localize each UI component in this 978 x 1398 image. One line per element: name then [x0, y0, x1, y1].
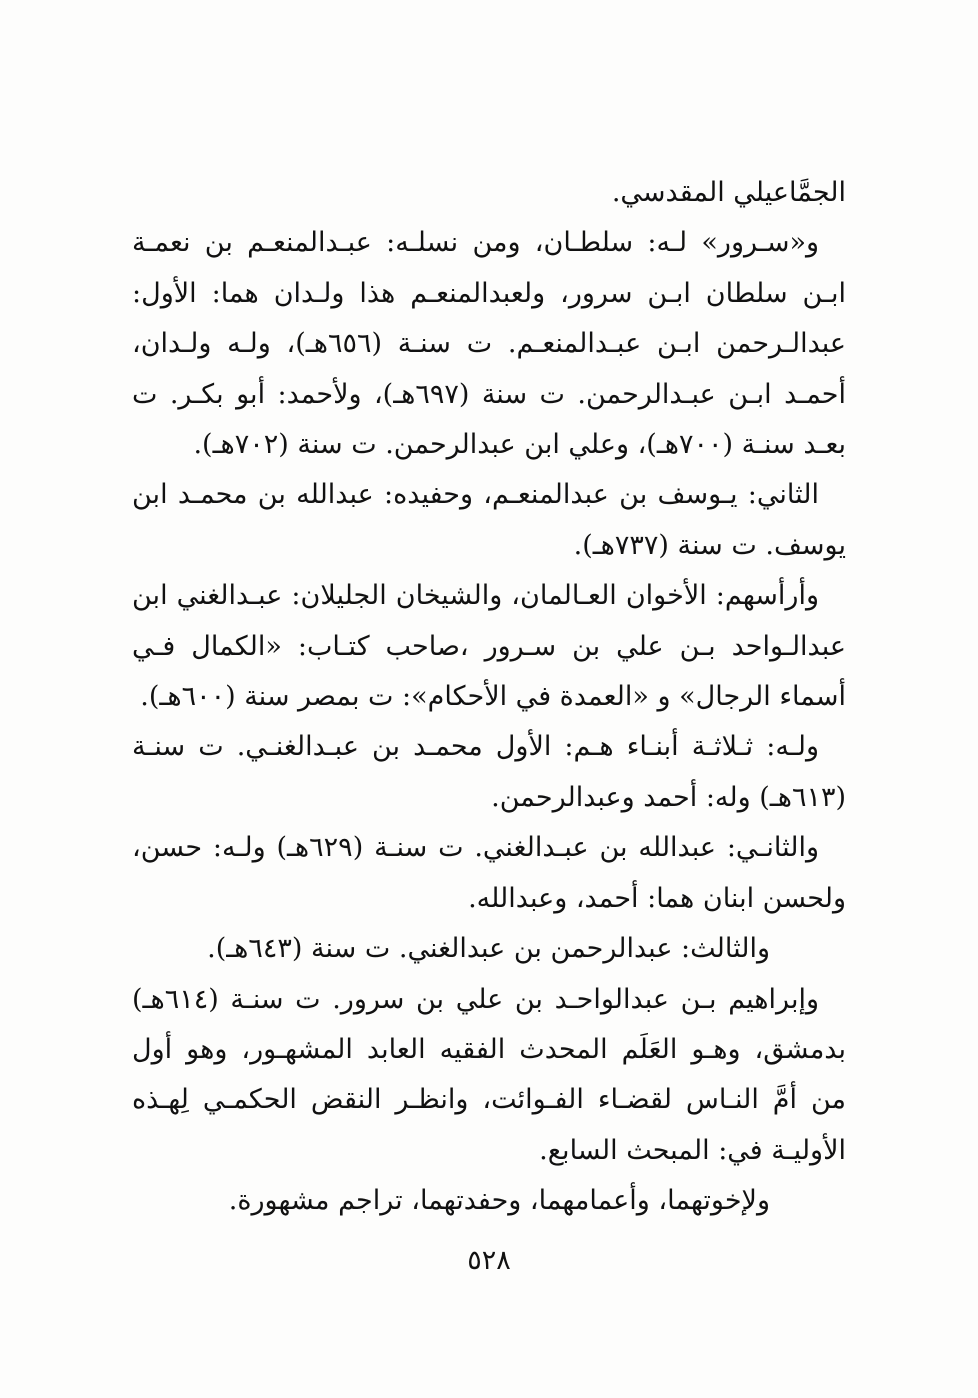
paragraph-continuation: الجمَّاعيلي المقدسي. [611, 177, 846, 208]
paragraph-second-son: الثاني: يـوسف بن عبدالمنعـم، وحفيده: عبدالله بن محمـد ابن يوسف. ت سنة (٧٣٧هـ). [132, 479, 846, 561]
paragraph-surur: و«سـرور» لـه: سلطـان، ومن نسلـه: عبـدالمنعـم بن نعمـة ابـن سلطان ابـن سرور، ولعبدالمنعـم هذا ولـدان هما: الأول: عبدالـرحمن ابـن عبـدالمنعـم. ت سنـة (٦٥٦هـ)، ولـه ولـدان، أحمـد ابـن عبـدالرحمن. ت سنة (٦٩٧هـ)، ولأحمد: أبو بكـر. ت بعـد سنـة (٧٠٠هـ)، وعلي ابن عبدالرحمن. ت سنة (٧٠٢هـ). [132, 227, 846, 461]
page-number: ٥٢٨ [467, 1245, 511, 1276]
paragraph-brothers: وأرأسهم: الأخوان العـالمان، والشيخان الجليلان: عبـدالغني ابن عبدالـواحد بـن علي بن سـرور ،صاحب كتـاب: «الكمال فـي أسماء الرجال» و «العمدة في الأحكام»: ت بمصر سنة (٦٠٠هـ). [132, 580, 846, 713]
paragraph-ibrahim: وإبراهيم بـن عبدالواحـد بن علي بن سرور. ت سنـة (٦١٤هـ) بدمشق، وهـو العَلَم المحدث الفقيه العابد المشهـور، وهو أول من أمَّ النـاس لقضـاء الفـوائت، وانظـر النقض الحكمـي لِهـذه الأوليـة في: المبحث السابع. [132, 983, 846, 1166]
paragraph-second-abdullah: والثانـي: عبدالله بن عبـدالغني. ت سنـة (٦٢٩هـ) ولـه: حسن، ولحسن ابنان هما: أحمد، وعبدالله. [132, 832, 846, 914]
paragraph-three-sons: ولـه: ثـلاثـة أبنـاء هـم: الأول محمـد بن عبـدالغنـي. ت سنـة (٦١٣هـ) وله: أحمد وعبدالرحمن. [132, 731, 846, 813]
paragraph-closing: ولإخوتهما، وأعمامهما، وحفدتهما، تراجم مشهورة. [228, 1185, 770, 1217]
paragraph-third-abdulrahman: والثالث: عبدالرحمن بن عبدالغني. ت سنة (٦٤٣هـ). [207, 933, 770, 965]
page-body-text [132, 168, 846, 1227]
